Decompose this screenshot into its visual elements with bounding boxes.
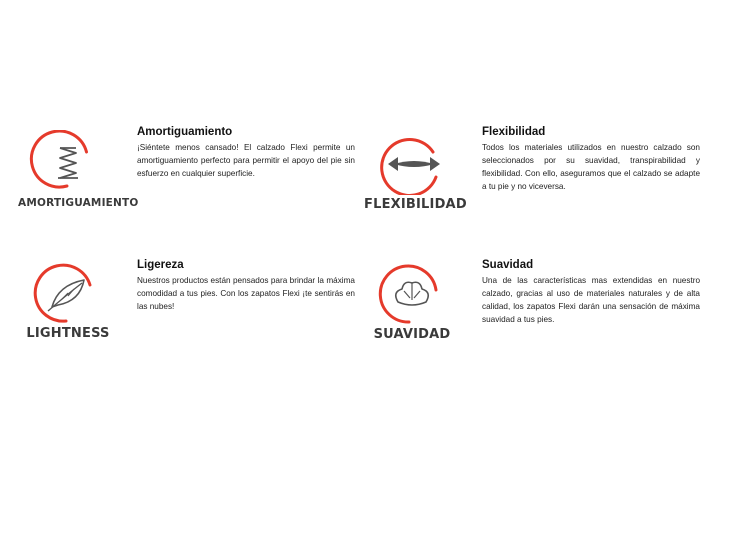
- feature-description: ¡Siéntete menos cansado! El calzado Flexi permite un amortiguamiento perfecto para permitir el apoyo del pie sin esfuerzo en cualquier superficie.: [137, 143, 355, 178]
- feature-title: Amortiguamiento: [137, 126, 233, 138]
- badge-label: SUAVIDAD: [373, 327, 451, 342]
- lightness-badge: [18, 263, 118, 345]
- feature-description: Una de las características mas extendidas en nuestro calzado, gracias al uso de materiales naturales y de alta calidad, los zapatos Flexi darán una sensación de máxima suavidad a tus pies.: [482, 276, 700, 324]
- double-arrow-icon: [364, 133, 464, 195]
- feature-description: Todos los materiales utilizados en nuestro calzado son seleccionados por su suavidad, transpirabilidad y flexibilidad. Con ello, aseguramos que el calzado se adapte a tu pie y no viceversa.: [482, 143, 700, 191]
- spring-icon: [18, 130, 118, 196]
- badge-label: AMORTIGUAMIENTO: [18, 197, 139, 209]
- feature-description: Nuestros productos están pensados para brindar la máxima comodidad a tus pies. Con los zapatos Flexi ¡te sentirás en las nubes!: [137, 276, 355, 311]
- feather-icon: [18, 263, 118, 325]
- feature-title: Ligereza: [137, 259, 184, 271]
- flexibilidad-badge: [364, 133, 467, 215]
- badge-label: FLEXIBILIDAD: [364, 197, 467, 212]
- feature-title: Suavidad: [482, 259, 534, 271]
- cotton-icon: [362, 264, 462, 326]
- badge-label: LIGHTNESS: [26, 326, 110, 341]
- suavidad-badge: [362, 264, 462, 346]
- feature-title: Flexibilidad: [482, 126, 546, 138]
- amortiguamiento-badge: [18, 130, 139, 212]
